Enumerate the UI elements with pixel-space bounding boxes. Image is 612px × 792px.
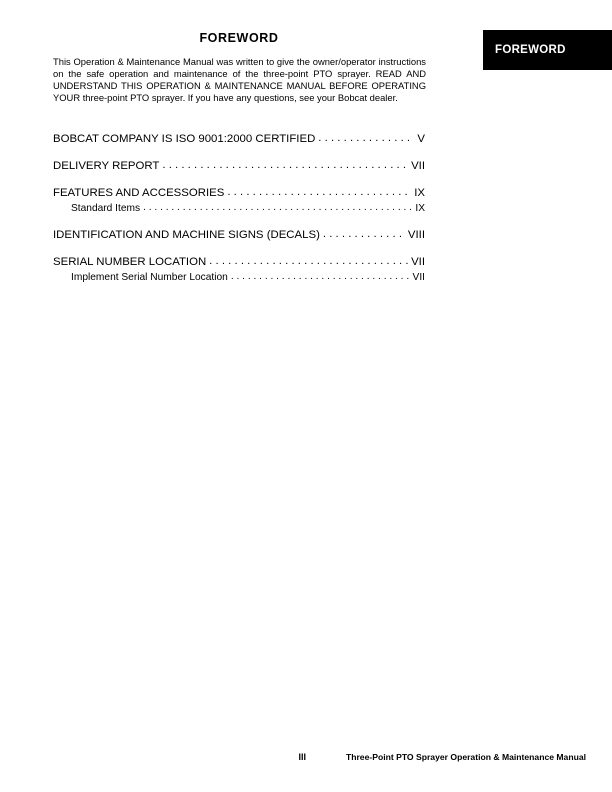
toc-group: [53, 227, 425, 243]
toc-entry-page: VII: [411, 256, 425, 268]
toc-entry[interactable]: [53, 158, 425, 174]
toc-entry-title: Standard Items: [71, 203, 141, 214]
toc-entry-page: VII: [411, 160, 425, 172]
toc-entry-title: DELIVERY REPORT: [53, 160, 160, 172]
toc-leader-dots: [143, 203, 412, 214]
toc-group: [53, 254, 425, 285]
toc-leader-dots: [162, 161, 408, 172]
toc-leader-dots: [209, 257, 408, 268]
toc-leader-dots: [318, 134, 414, 145]
toc-entry-page: VII: [412, 272, 425, 283]
toc-entry-page: IX: [415, 203, 425, 214]
toc-leader-dots: [227, 188, 411, 199]
toc-entry-title: SERIAL NUMBER LOCATION: [53, 256, 207, 268]
foreword-paragraph: This Operation & Maintenance Manual was written to give the owner/operator instructions on the safe operation and maintenance of the three-point PTO sprayer. READ AND UNDERSTAND THIS OPERATION & MAINTENANCE MANUAL BEFORE OPERATING YOUR three-point PTO sprayer. If you have any questions, see your Bobcat dealer.: [53, 56, 426, 104]
toc-entry-title: FEATURES AND ACCESSORIES: [53, 187, 225, 199]
toc-entry-page: V: [417, 133, 425, 145]
footer-manual-title: Three-Point PTO Sprayer Operation & Maintenance Manual: [345, 752, 586, 762]
toc-entry-page: IX: [414, 187, 425, 199]
toc-entry-title: BOBCAT COMPANY IS ISO 9001:2000 CERTIFIED: [53, 133, 316, 145]
toc-group: [53, 185, 425, 216]
toc-entry[interactable]: [53, 254, 425, 270]
toc-entry-title: IDENTIFICATION AND MACHINE SIGNS (DECALS): [53, 229, 320, 241]
toc-leader-dots: [323, 230, 405, 241]
toc-subentry[interactable]: [53, 201, 425, 216]
toc-entry[interactable]: [53, 185, 425, 201]
toc-entry-page: VIII: [407, 229, 425, 241]
toc-entry-title: Implement Serial Number Location: [71, 272, 228, 283]
footer-page-number: III: [298, 752, 306, 762]
toc-entry[interactable]: [53, 131, 425, 147]
page-footer: [53, 752, 586, 762]
table-of-contents: [53, 131, 425, 296]
toc-leader-dots: [231, 272, 410, 283]
page-title: FOREWORD: [199, 31, 279, 45]
chapter-side-tab-label: FOREWORD: [495, 44, 566, 56]
toc-entry[interactable]: [53, 227, 425, 243]
chapter-side-tab: [483, 30, 612, 70]
toc-group: [53, 131, 425, 147]
toc-group: [53, 158, 425, 174]
toc-subentry[interactable]: [53, 270, 425, 285]
